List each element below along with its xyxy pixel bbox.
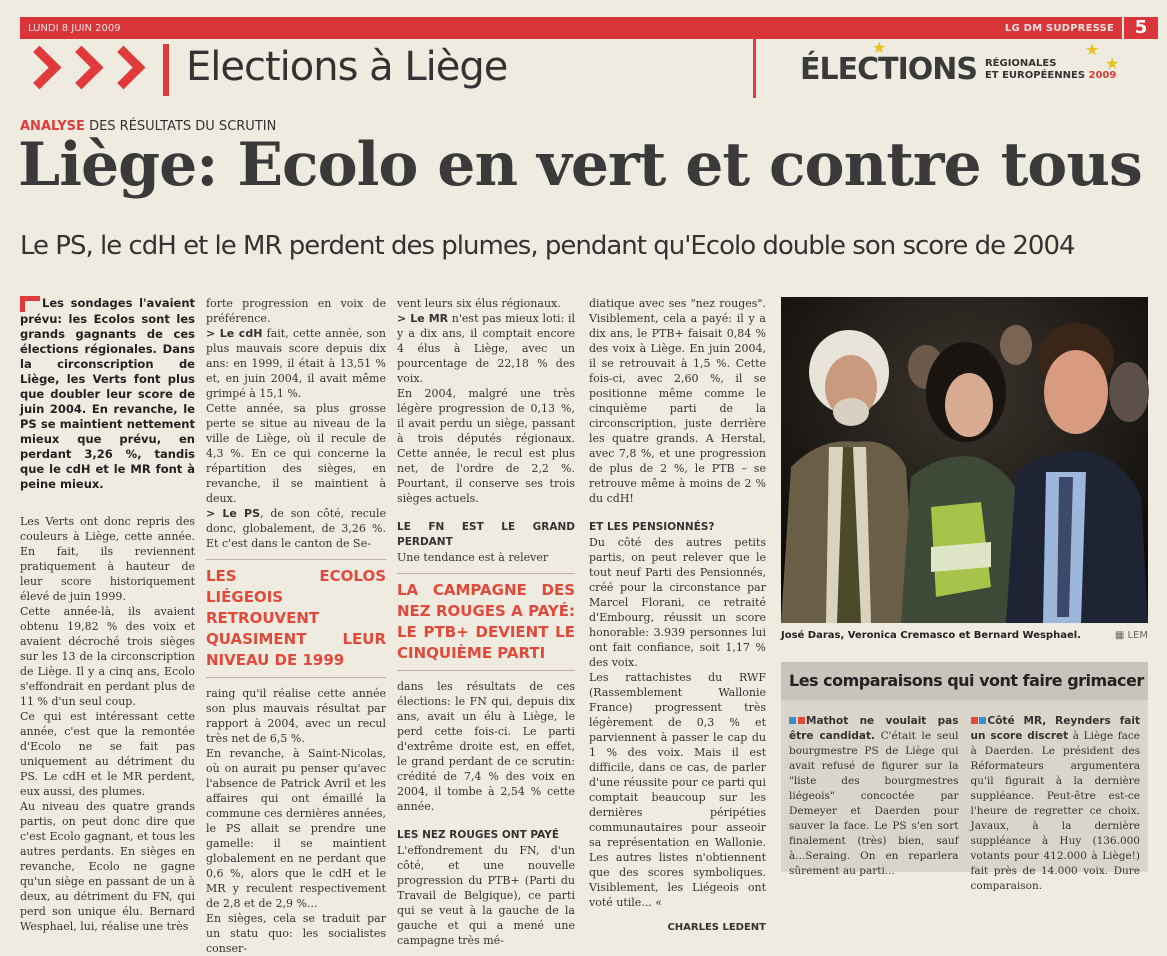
chevron-right-icon — [60, 44, 100, 92]
paragraph: L'effondrement du FN, d'un côté, et une nouvelle progression du PTB+ (Parti du Travail de Belgique), ce parti qui se veut à la gauche de la gauche et qui a mené une campagne très mé- — [397, 844, 575, 947]
pull-quote: LA CAMPAGNE DES NEZ ROUGES A PAYÉ: LE PTB+ DEVIENT LE CINQUIÈME PARTI — [397, 573, 575, 671]
lead-text: Les sondages l'avaient prévu: les Ecolos sont les grands gagnants de ces élections régionales. Dans la circonscription de Liège, les Verts font plus que doubler leur score de juin 2004. En revanche, le PS se maintient nettement mieux que prévu, en perdant 3,26 %, tandis que le cdH et le MR font à peine mieux. — [20, 296, 195, 491]
paragraph-text: fait, cette année, son plus mauvais score depuis dix ans: en 1999, il était à 13,51 % et, en juin 2004, il avait même grimpé à 15,1 %. — [206, 327, 386, 400]
sidebar-lead: Mathot ne voulait pas être candidat. — [789, 715, 959, 742]
paragraph: diatique avec ses "nez rouges". Visiblement, cela a payé: il y a dix ans, le PTB+ faisait 0,84 % des voix à Liège. En juin 2004, il se retrouvait à 1,5 %. Cette fois-ci, avec 2,60 %, il se positionne même comme le cinquième parti de la circonscription, juste derrière les quatre grands. A Herstal, avec 7,8 %, et une progression de plus de 2 %, le PTB – se retrouve même à moins de 2 % du cdH! — [589, 297, 766, 505]
paragraph: raing qu'il réalise cette année son plus mauvais résultat par rapport à 2004, avec un recul très net de 6,5 %. — [206, 687, 386, 745]
paragraph: Les rattachistes du RWF (Rassemblement Wallonie France) progressent très légèrement de 0,3 % et parviennent à passer le cap du 1 % des voix. Mais il est difficile, dans ce cas, de parler d'une réussite pour ce parti qui comptait beaucoup sur les dernières péripéties communautaires pour asseoir sa représentation en Wallonie. Les autres listes n'obtiennent que des scores symboliques. Visiblement, les Liégeois ont voté utile... « — [589, 671, 766, 909]
paragraph-text: n'est pas mieux loti: il y a dix ans, il comptait encore 4 élus à Liège, avec un pourcentage de 22,18 % des voix. — [397, 312, 575, 385]
top-banner — [20, 17, 1122, 39]
article-column-3 — [397, 296, 575, 947]
square-bullet-icon — [798, 717, 805, 724]
header-divider — [753, 38, 756, 98]
publication-name: LG DM SUDPRESSE — [1004, 22, 1114, 34]
chevron-right-icon — [18, 44, 58, 92]
photo-caption: José Daras, Veronica Cremasco et Bernard Wesphael. — [781, 630, 1081, 641]
issue-date: LUNDI 8 JUIN 2009 — [28, 22, 121, 34]
square-bullet-icon — [971, 717, 978, 724]
party-label-mr: > Le MR — [397, 312, 449, 325]
paragraph — [206, 326, 386, 401]
section-divider — [163, 44, 169, 96]
photo-illustration — [781, 297, 1148, 623]
sidebar-column-left — [789, 714, 959, 877]
star-icon: ★ — [872, 38, 887, 57]
party-label-ps: > Le PS — [206, 507, 261, 520]
article-column-1 — [20, 296, 195, 933]
paragraph: En 2004, malgré une très légère progression de 0,13 %, il avait perdu un siège, passant à trois députés régionaux. Cette année, le recul est plus net, de l'ordre de 2,2 %. Pourtant, il conserve ses trois sièges actuels. — [397, 387, 575, 505]
kicker-text: DES RÉSULTATS DU SCRUTIN — [89, 119, 277, 134]
photo-caption-row — [781, 630, 1148, 641]
photo-credit: ▦ LEM — [1114, 630, 1148, 641]
sidebar-lead: Côté MR, Reynders fait un score discret — [970, 715, 1140, 742]
paragraph: Du côté des autres petits partis, on peut relever que le tout neuf Parti des Pensionnés, créé pour la circonstance par Marcel Florani, ce retraité d'Embourg, réussit un score honorable: 3.939 personnes lui ont fait confiance, soit 1,17 % des voix. — [589, 536, 766, 669]
paragraph: Une tendance est à relever — [397, 551, 549, 564]
paragraph: En revanche, à Saint-Nicolas, où on aurait pu penser qu'avec l'absence de Patrick Avril et les affaires qui ont émaillé la commune ces dernières années, le PS allait se prendre une gamelle: il se maintient globalement en ne perdant que 0,6 %, alors que le cdH et le MR y reculent respectivement de 2,8 et de 2,9 %... — [206, 747, 386, 910]
lead-corner-mark — [20, 296, 40, 312]
pull-quote: LES ECOLOS LIÉGEOIS RETROUVENT QUASIMENT LEUR NIVEAU DE 1999 — [206, 559, 386, 678]
subheading: LES NEZ ROUGES ONT PAYÉ — [397, 829, 560, 841]
paragraph: vent leurs six élus régionaux. — [397, 297, 561, 310]
page-number: 5 — [1124, 17, 1158, 39]
sidebar-text: à Liège face à Daerden. Le président des Réformateurs argumentera qu'il figurait à la dernière suppléance. Peut-être est-ce l'heure de regretter ce choix. Javaux, à la dernière suppléance à Huy (136.000 votants pour 412.000 à Liège!) fait près de 14.000 voix. Dure comparaison. — [970, 730, 1141, 892]
article-column-4 — [589, 296, 766, 933]
paragraph: Ce qui est intéressant cette année, c'est que la remontée d'Ecolo ne se fait pas uniquement au détriment du PS. Le cdH et le MR perdent, eux aussi, des plumes. — [20, 710, 195, 798]
paragraph: forte progression en voix de préférence. — [206, 297, 386, 325]
article-photo — [781, 297, 1148, 623]
star-icon: ★ — [1105, 54, 1120, 73]
headline: Liège: Ecolo en vert et contre tous — [18, 130, 1142, 200]
logo-subtitle — [985, 58, 1116, 82]
lead-paragraph — [20, 296, 195, 492]
star-icon: ★ — [1085, 40, 1100, 59]
sidebar-column-right — [970, 714, 1141, 892]
photo-credit-text: LEM — [1127, 630, 1148, 641]
paragraph: Cette année-là, ils avaient obtenu 19,82 % des voix et avaient décroché trois sièges sur les 13 de la circonscription de Liège. Il y a cinq ans, Ecolo s'effondrait en perdant plus de 11 % d'un seul coup. — [20, 605, 195, 708]
kicker-label: ANALYSE — [20, 119, 85, 134]
paragraph: Les Verts ont donc repris des couleurs à Liège, cette année. En fait, ils reviennent pratiquement à hauteur de leur score historiquement élevé de juin 1999. — [20, 515, 195, 603]
logo-year: 2009 — [1088, 69, 1117, 81]
sidebar-box — [781, 700, 1148, 892]
paragraph: Au niveau des quatre grands partis, on peut donc dire que c'est Ecolo gagnant, et tous les autres perdants. En sièges en revanche, Ecolo ne gagne qu'un siège en passant de un à deux, au détriment du FN, qui perd son unique élu. Bernard Wesphael, lui, réalise une très — [20, 800, 195, 933]
square-bullet-icon — [789, 717, 796, 724]
sidebar-text: C'était le seul bourgmestre PS de Liège qui avait refusé de figurer sur la "liste des bourgmestres liégeois" concoctée par Demeyer et Daerden pour sauver la face. Le PS s'en sort finalement (très) bien, sauf à...Seraing. On en reparlera sûrement au parti... — [789, 730, 959, 877]
logo-main-text: ÉLECTIONS — [800, 52, 977, 87]
square-bullet-icon — [979, 717, 986, 724]
paragraph: dans les résultats de ces élections: le FN qui, depuis dix ans, avait un élu à Liège, le perd cette fois-ci. Le parti d'extrême droite est, en effet, le grand perdant de ce scrutin: crédité de 7,4 % des voix en 2004, il tombe à 2,54 % cette année. — [397, 680, 575, 813]
paragraph — [397, 311, 575, 386]
paragraph-text: , de son côté, recule donc, globalement, de 3,26 %. Et c'est dans le canton de Se- — [206, 507, 386, 550]
subheadline: Le PS, le cdH et le MR perdent des plumes, pendant qu'Ecolo double son score de 2004 — [20, 231, 1075, 261]
sidebar-title: Les comparaisons qui vont faire grimacer — [781, 662, 1148, 700]
article-column-2 — [206, 296, 386, 955]
paragraph: Cette année, sa plus grosse perte se situe au niveau de la ville de Liège, où il recule de 4,3 %. En ce qui concerne la répartition des sièges, en revanche, il se maintient à deux. — [206, 402, 386, 505]
section-title: Elections à Liège — [186, 44, 508, 90]
chevron-right-icon — [102, 44, 142, 92]
subheading: ET LES PENSIONNÉS? — [589, 521, 715, 533]
chevron-arrows-icon — [18, 44, 144, 92]
elections-logo — [800, 38, 1120, 87]
author-signature: CHARLES LEDENT — [667, 922, 766, 933]
logo-line-1: RÉGIONALES — [984, 57, 1057, 69]
paragraph: En sièges, cela se traduit par un statu quo: les socialistes conser- — [206, 912, 386, 955]
subheading: LE FN EST LE GRAND PERDANT — [397, 521, 575, 548]
paragraph — [206, 506, 386, 551]
logo-line-2: ET EUROPÉENNES — [984, 69, 1086, 81]
party-label-cdh: > Le cdH — [206, 327, 263, 340]
